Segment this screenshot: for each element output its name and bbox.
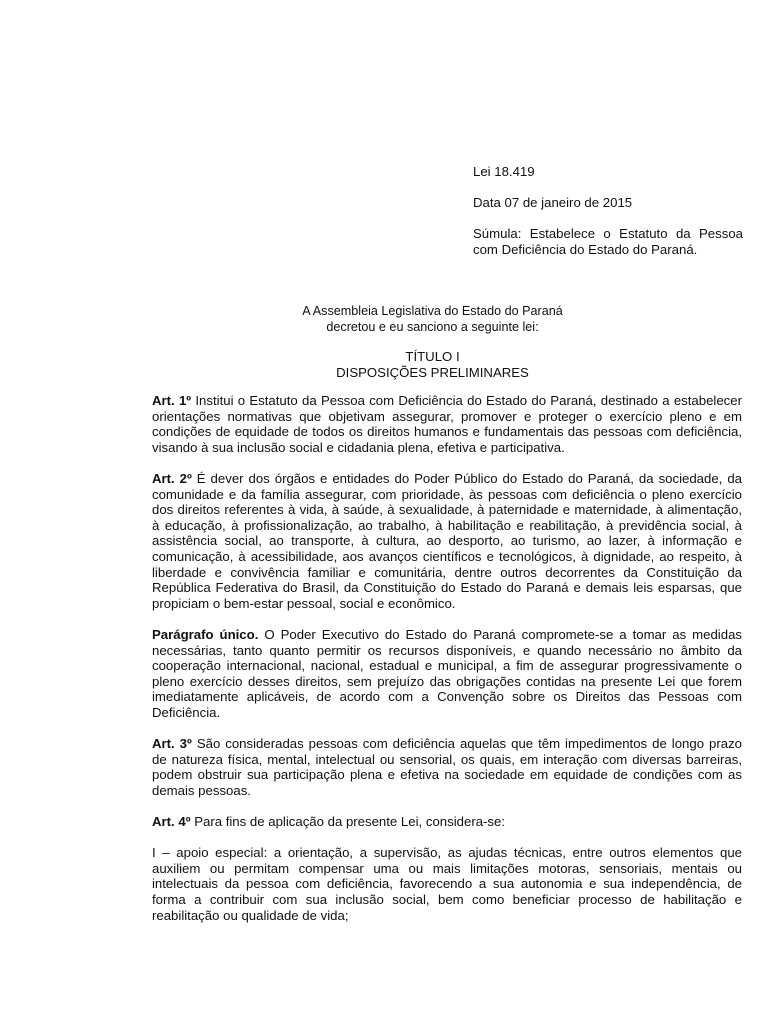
law-date: Data 07 de janeiro de 2015 [473, 195, 633, 210]
article-4-lead: Art. 4º [152, 814, 191, 830]
law-header [473, 164, 743, 258]
article-4-text: Para fins de aplicação da presente Lei, considera-se: [190, 814, 506, 830]
article-3 [152, 736, 742, 798]
paragrafo-unico-text: O Poder Executivo do Estado do Paraná compromete-se a tomar as medidas necessárias, tanto quanto permitir os recursos disponíveis, e quando necessário no âmbito da cooperação internacional, nacional, estadual e municipal, a fim de assegurar progressivamente o pleno exercício desses direitos, sem prejuízo das obrigações contidas na presente Lei que forem imediatamente aplicáveis, de acordo com a Convenção sobre os Direitos das Pessoas com Deficiência. [152, 626, 743, 720]
article-4-item-i [152, 845, 742, 923]
law-number: Lei 18.419 [473, 164, 535, 179]
title-heading: TÍTULO I [405, 349, 460, 364]
law-summary: Súmula: Estabelece o Estatuto da Pessoa com Deficiência do Estado do Paraná. [473, 226, 743, 257]
title-subheading: DISPOSIÇÕES PRELIMINARES [336, 365, 529, 380]
paragrafo-unico [152, 627, 742, 721]
article-2-lead: Art. 2º [152, 470, 192, 486]
article-2 [152, 471, 742, 611]
article-2-text: É dever dos órgãos e entidades do Poder Público do Estado do Paraná, da sociedade, da comunidade e da família assegurar, com prioridade, às pessoas com deficiência o pleno exercício dos direitos referentes à vida, à saúde, à sexualidade, à paternidade e maternidade, à alimentação, à educação, à profissionalização, ao trabalho, à habilitação e reabilitação, à previdência social, à assistência social, ao transporte, à cultura, ao desporto, ao turismo, ao lazer, à informação e comunicação, à acessibilidade, aos avanços científicos e tecnológicos, à dignidade, ao respeito, à liberdade e convivência familiar e comunitária, dentre outros decorrentes da Constituição da República Federativa do Brasil, da Constituição do Estado do Paraná e demais leis esparsas, que propiciam o bem-estar pessoal, social e econômico. [152, 470, 742, 611]
document-body [152, 393, 742, 939]
article-1-lead: Art. 1º [152, 393, 192, 408]
article-4-item-i-text: I – apoio especial: a orientação, a supervisão, as ajudas técnicas, entre outros elementos que auxiliem ou permitam compensar uma ou mais limitações motoras, sensoriais, mentais ou intelectuais da pessoa com deficiência, favorecendo a sua autonomia e sua independência, de forma a contribuir com sua inclusão social, bem como beneficiar processo de habilitação e reabilitação ou qualidade de vida; [152, 845, 742, 923]
article-3-lead: Art. 3º [152, 736, 192, 752]
title-block [200, 349, 665, 381]
article-1 [152, 393, 742, 455]
article-1-text: Institui o Estatuto da Pessoa com Deficiência do Estado do Paraná, destinado a estabelecer orientações normativas que objetivam assegurar, promover e proteger o exercício pleno e em condições de equidade de todos os direitos humanos e fundamentais das pessoas com deficiência, visando à sua inclusão social e cidadania plena, efetiva e participativa. [152, 393, 742, 455]
preamble [200, 303, 665, 335]
preamble-line-1: A Assembleia Legislativa do Estado do Paraná [302, 304, 563, 318]
preamble-line-2: decretou e eu sanciono a seguinte lei: [326, 320, 539, 334]
article-3-text: São consideradas pessoas com deficiência aquelas que têm impedimentos de longo prazo de natureza física, mental, intelectual ou sensorial, os quais, em interação com diversas barreiras, podem obstruir sua participação plena e efetiva na sociedade em equidade de condições com as demais pessoas. [152, 736, 742, 798]
article-4 [152, 814, 742, 830]
paragrafo-unico-lead: Parágrafo único. [152, 626, 259, 642]
